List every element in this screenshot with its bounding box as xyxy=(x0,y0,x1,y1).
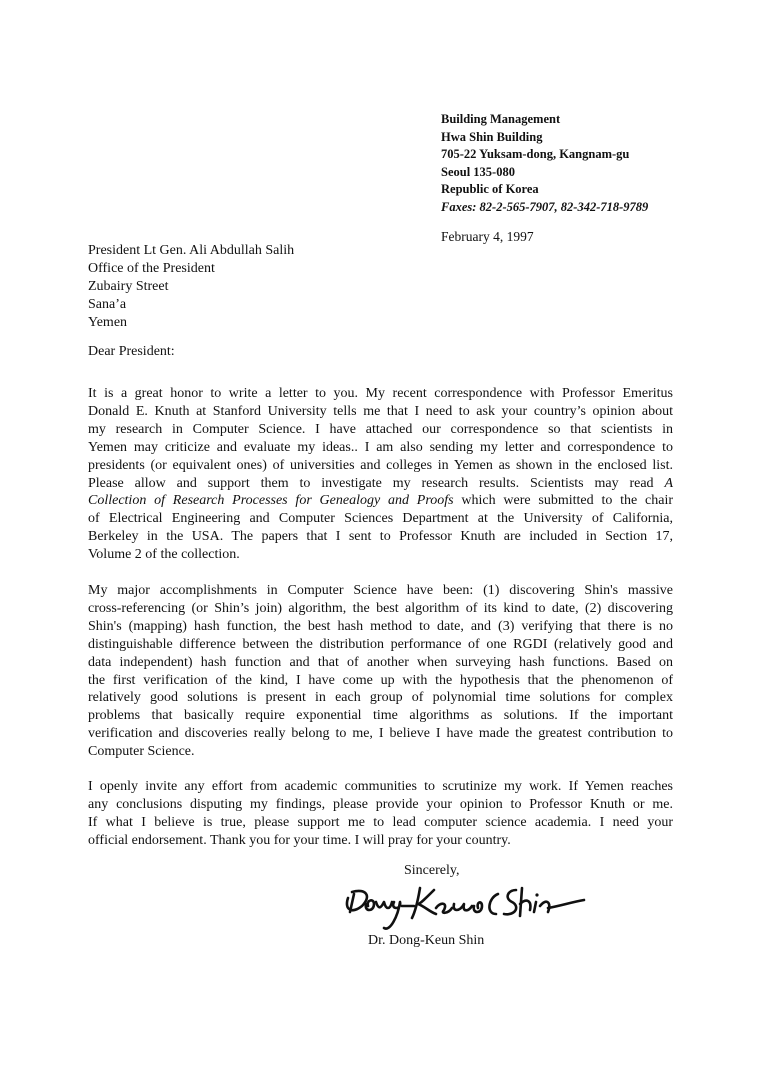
paragraph-line: Computer Science. xyxy=(88,744,195,760)
paragraph-line: verification and discoveries really belong to me, I believe I have made the greatest contribution to xyxy=(88,726,673,742)
recipient-city: Sana’a xyxy=(88,297,127,312)
letter-date: February 4, 1997 xyxy=(441,229,534,244)
recipient-country: Yemen xyxy=(88,315,128,330)
paragraph-line: Donald E. Knuth at Stanford University tells me that I need to ask your country’s opinion about xyxy=(88,403,673,419)
paragraph-line: problems that basically require exponential time algorithms as solutions. If the important xyxy=(88,708,673,724)
paragraph-line: data independent) hash function and that of another when surveying hash functions. Based on xyxy=(88,654,673,670)
paragraph-line: Berkeley in the USA. The papers that I sent to Professor Knuth are included in Section 17, xyxy=(88,529,673,545)
sender-city: Seoul 135-080 xyxy=(441,164,515,179)
body-paragraph-2 xyxy=(88,582,673,761)
paragraph-line: If what I believe is true, please support me to lead computer science academia. I need your xyxy=(88,814,673,830)
salutation: Dear President: xyxy=(88,344,175,359)
recipient-street: Zubairy Street xyxy=(88,279,169,294)
recipient-office: Office of the President xyxy=(88,261,215,276)
paragraph-line: my research in Computer Science. I have attached our correspondence so that scientists in xyxy=(88,421,673,437)
paragraph-line: relatively good solutions is present in each group of polynomial time solutions for complex xyxy=(88,690,673,706)
book-title-start: A xyxy=(664,475,674,491)
paragraph-line: My major accomplishments in Computer Science have been: (1) discovering Shin's massive xyxy=(88,583,673,598)
paragraph-line: official endorsement. Thank you for your time. I will pray for your country. xyxy=(88,832,511,848)
paragraph-line: Shin's (mapping) hash function, the best hash method to date, and (3) verifying that there is no xyxy=(88,618,673,634)
paragraph-line: cross-referencing (or Shin’s join) algorithm, the best algorithm of its kind to date, (2) discovering xyxy=(88,600,673,616)
sender-organization: Building Management xyxy=(441,112,561,126)
paragraph-line: It is a great honor to write a letter to you. My recent correspondence with Professor Emeritus xyxy=(88,386,673,401)
body-paragraph-1 xyxy=(88,385,673,564)
body-paragraph-3 xyxy=(88,778,673,850)
sender-building: Hwa Shin Building xyxy=(441,129,543,144)
paragraph-line: presidents (or equivalent ones) of universities and colleges in Yemen as shown in the enclosed list. xyxy=(88,457,673,473)
paragraph-line: the first verification of the kind, I have come up with the hypothesis that the phenomenon of xyxy=(88,672,673,688)
recipient-name: President Lt Gen. Ali Abdullah Salih xyxy=(88,243,295,258)
sender-country: Republic of Korea xyxy=(441,182,539,196)
signer-name: Dr. Dong-Keun Shin xyxy=(368,933,485,948)
paragraph-line: Volume 2 of the collection. xyxy=(88,547,240,563)
sender-street: 705-22 Yuksam-dong, Kangnam-gu xyxy=(441,147,630,161)
paragraph-text: Please allow and support them to investigate my research results. Scientists may read xyxy=(88,475,654,491)
closing: Sincerely, xyxy=(404,863,460,878)
sender-faxes: Faxes: 82-2-565-7907, 82-342-718-9789 xyxy=(441,199,649,214)
paragraph-line: any conclusions disputing my findings, please provide your opinion to Professor Knuth or me. xyxy=(88,796,673,812)
recipient-address-block xyxy=(88,242,294,332)
paragraph-line: of Electrical Engineering and Computer Sciences Department at the University of California, xyxy=(88,511,673,527)
paragraph-line: Yemen may criticize and evaluate my ideas.. I am also sending my letter and correspondence to xyxy=(88,439,673,455)
paragraph-line: distinguishable difference between the distribution performance of one RGDI (relatively good and xyxy=(88,636,673,652)
paragraph-line xyxy=(88,475,673,493)
sender-address-block xyxy=(441,111,648,216)
book-title: Collection of Research Processes for Genealogy and Proofs xyxy=(88,493,454,509)
paragraph-line: I openly invite any effort from academic communities to scrutinize my work. If Yemen reaches xyxy=(88,779,673,794)
paragraph-line xyxy=(88,492,673,510)
paragraph-text: which were submitted to the chair xyxy=(461,493,674,509)
